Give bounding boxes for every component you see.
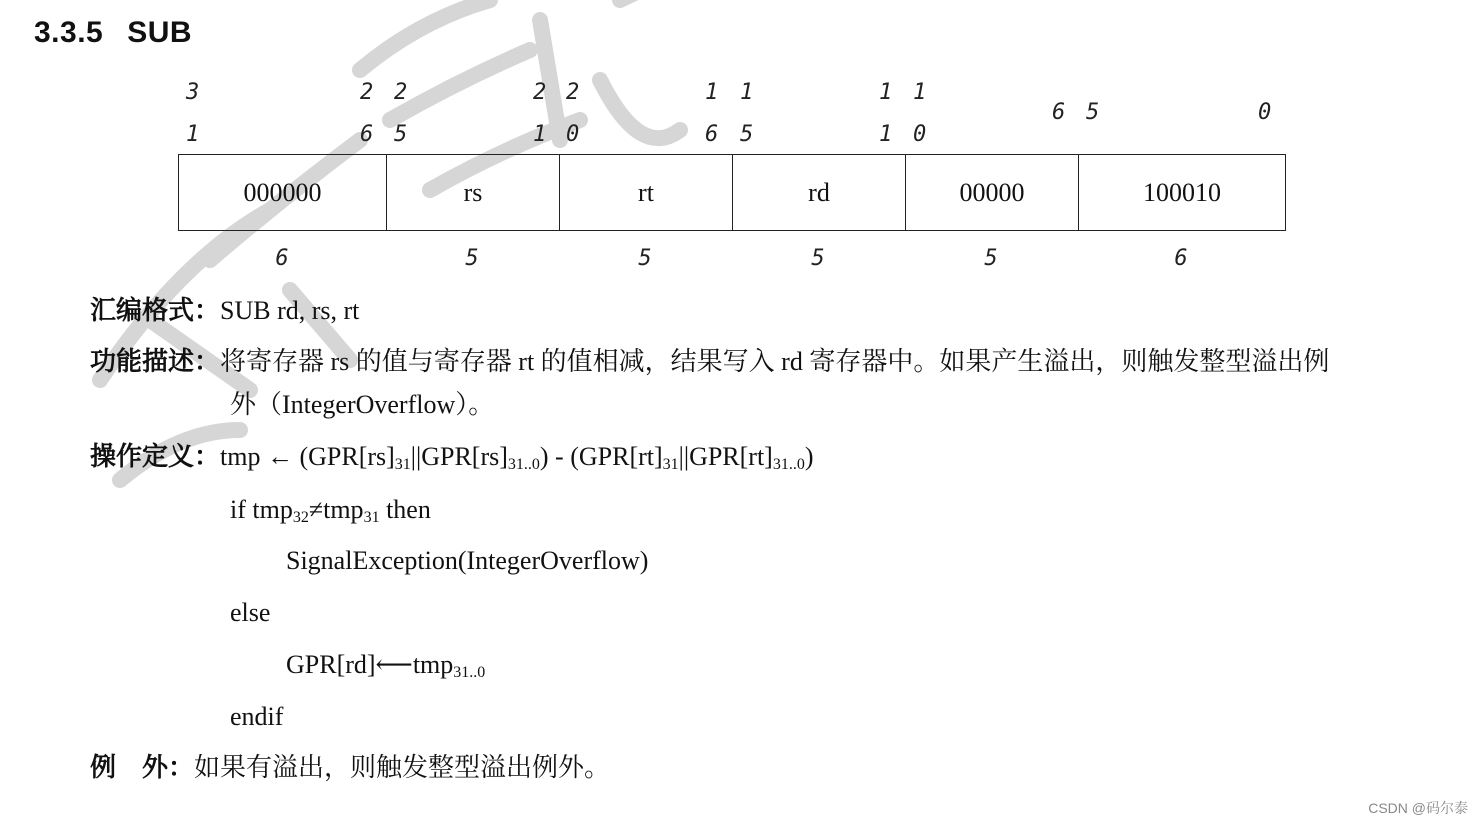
description-line1: 将寄存器 rs 的值与寄存器 rt 的值相减，结果写入 rd 寄存器中。如果产生溢出，则触发整型溢出例	[220, 347, 1330, 376]
section-number: 3.3.5	[34, 16, 104, 49]
field-width: 5	[811, 246, 825, 271]
bit-number: 5	[740, 122, 754, 147]
op-text: tmp ← (GPR[rs]	[220, 442, 395, 471]
operation-label: 操作定义：	[90, 442, 221, 471]
funct-field: 100010	[1079, 155, 1286, 231]
bit-number: 5	[1086, 100, 1100, 125]
assembly-format-value: SUB rd, rs, rt	[220, 296, 360, 325]
operation-line1	[220, 442, 814, 471]
exception-row	[90, 747, 610, 789]
operation-line2	[230, 495, 431, 527]
bit-number: 2	[566, 80, 580, 105]
bit-number: 3	[186, 80, 200, 105]
bit-number: 1	[913, 80, 927, 105]
bit-number: 1	[879, 80, 893, 105]
op-subscript: 31	[662, 456, 679, 473]
bit-number: 2	[394, 80, 408, 105]
operation-line4: else	[230, 598, 271, 627]
operation-line5	[286, 650, 485, 682]
section-title: SUB	[127, 16, 193, 49]
bit-number: 0	[566, 122, 580, 147]
exception-label: 例 外：	[90, 753, 195, 782]
bit-number: 2	[533, 80, 547, 105]
field-width: 6	[1174, 246, 1188, 271]
op-text: ≠tmp	[308, 495, 364, 524]
rd-field: rd	[733, 155, 906, 231]
op-subscript: 31..0	[453, 664, 486, 681]
bit-number: 1	[879, 122, 893, 147]
description-row	[90, 341, 1329, 383]
bit-number: 6	[1052, 100, 1066, 125]
description-label: 功能描述：	[90, 347, 221, 376]
op-subscript: 31	[363, 509, 380, 526]
section-heading	[34, 16, 192, 50]
op-text: ||GPR[rt]	[678, 442, 773, 471]
op-text: ||GPR[rs]	[410, 442, 508, 471]
field-width: 6	[275, 246, 289, 271]
op-text: then	[379, 495, 431, 524]
bit-number: 0	[1258, 100, 1272, 125]
exception-value: 如果有溢出，则触发整型溢出例外。	[194, 753, 611, 782]
op-subscript: 31	[394, 456, 411, 473]
bit-number: 1	[705, 80, 719, 105]
assembly-format-label: 汇编格式：	[90, 296, 221, 325]
description-line2: 外（IntegerOverflow）。	[230, 390, 495, 419]
field-width: 5	[984, 246, 998, 271]
bit-number: 2	[360, 80, 374, 105]
bit-number: 1	[186, 122, 200, 147]
opcode-field: 000000	[179, 155, 387, 231]
op-text: ) - (GPR[rt]	[539, 442, 663, 471]
op-text: )	[804, 442, 814, 471]
operation-line6: endif	[230, 702, 284, 731]
operation-row	[90, 436, 814, 478]
bit-number: 0	[913, 122, 927, 147]
encoding-row	[179, 155, 1286, 231]
bit-number: 6	[360, 122, 374, 147]
field-width: 5	[638, 246, 652, 271]
bit-number: 6	[705, 122, 719, 147]
rs-field: rs	[387, 155, 560, 231]
instruction-encoding-table	[178, 154, 1286, 231]
bit-number: 5	[394, 122, 408, 147]
op-subscript: 31..0	[772, 456, 805, 473]
bit-number: 1	[740, 80, 754, 105]
op-text: GPR[rd]⟵tmp	[286, 650, 454, 679]
op-subscript: 32	[292, 509, 309, 526]
field-width: 5	[465, 246, 479, 271]
op-text: if tmp	[230, 495, 293, 524]
bit-number: 1	[533, 122, 547, 147]
footer-credit: CSDN @码尔泰	[1368, 800, 1468, 816]
assembly-format-row	[90, 290, 359, 332]
rt-field: rt	[560, 155, 733, 231]
shamt-field: 00000	[906, 155, 1079, 231]
op-subscript: 31..0	[507, 456, 540, 473]
operation-line3: SignalException(IntegerOverflow)	[286, 546, 649, 575]
